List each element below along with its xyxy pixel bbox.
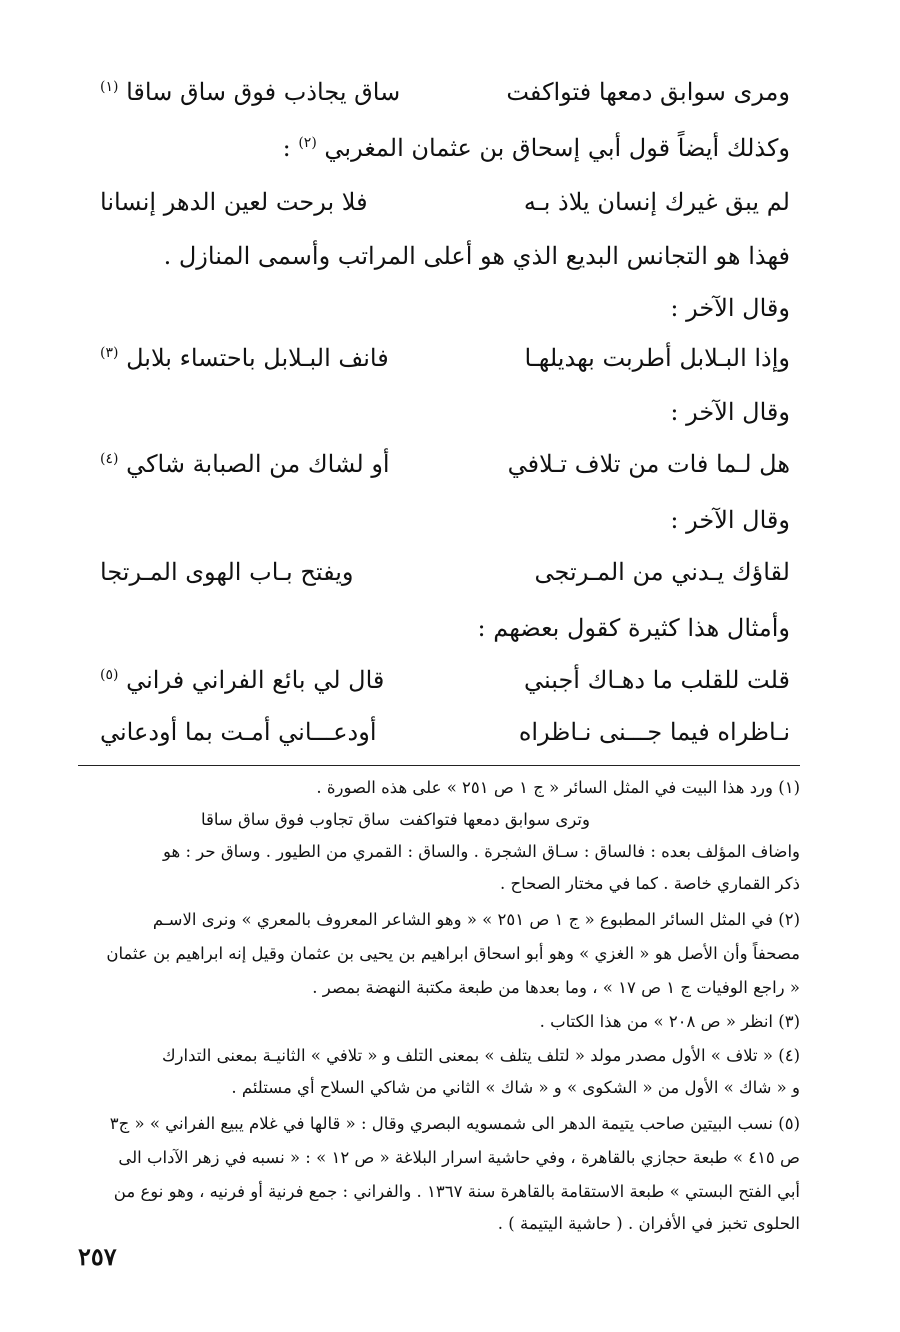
footnote-1-line-1: (١) ورد هذا البيت في المثل السائر « ج ١ ص ٢٥١ » على هذه الصورة . (316, 778, 800, 797)
verse-4-hemistich-1: هل لـما فات من تلاف تـلافي (507, 450, 790, 478)
verse-4-hemistich-2: أو لشاك من الصبابة شاكي $^{(٤)}$ (100, 450, 390, 478)
footnote-2-line-2: مصحفاً وأن الأصل هو « الغزي » وهو أبو اسحاق ابراهيم بن يحيى بن عثمان وقيل إنه ابراهيم بن عثمان (106, 944, 800, 963)
verse-7-hemistich-1: نـاظراه فيما جـــنى نـاظراه (518, 718, 790, 746)
footnote-ref-1: (١) (100, 79, 119, 95)
verse-1 (100, 78, 790, 120)
verse-3-hemistich-1: وإذا البـلابل أطربت بهديلهـا (524, 344, 790, 372)
footnote-separator (78, 765, 800, 766)
footnote-ref-2: (٢) (298, 135, 317, 151)
footnote-1-verse-hemistich-2: ساق تجاوب فوق ساق ساقا (200, 810, 390, 829)
verse-2 (100, 188, 790, 230)
verse-1-hemistich-2: ساق يجاذب فوق ساق ساقا $^{(١)}$ (100, 78, 401, 106)
footnote-4-line-2: و « شاك » الأول من « الشكوى » و « شاك » الثاني من شاكي السلاح أي مستلئم . (231, 1078, 800, 1097)
verse-5-hemistich-1: لقاؤك يـدني من المـرتجى (534, 558, 790, 586)
paragraph-4: وقال الآخر : (670, 398, 790, 426)
verse-7 (100, 718, 790, 760)
verse-5-hemistich-2: ويفتح بـاب الهوى المـرتجا (100, 558, 354, 586)
footnote-2-line-3: « راجع الوفيات ج ١ ص ١٧ » ، وما بعدها من طبعة مكتبة النهضة بمصر . (312, 978, 800, 997)
verse-3-hemistich-2: فانف البـلابل باحتساء بلابل $^{(٣)}$ (100, 344, 389, 372)
footnote-4-line-1: (٤) « تلاف » الأول مصدر مولد « لتلف يتلف » بمعنى التلف و « تلافي » الثانيـة بمعنى التدارك (161, 1046, 800, 1065)
footnote-1-line-2: واضاف المؤلف بعده : فالساق : سـاق الشجرة . والساق : القمري من الطيور . وساق حر : هو (163, 842, 800, 861)
footnote-ref-3: (٣) (100, 345, 119, 361)
footnote-5-line-2: ص ٤١٥ » طبعة حجازي بالقاهرة ، وفي حاشية اسرار البلاغة « ص ١٢ » : « نسبه في زهر الآداب الى (118, 1148, 800, 1167)
footnote-1-verse-hemistich-1: وترى سوابق دمعها فتواكفت (399, 810, 590, 829)
verse-4 (100, 450, 790, 492)
footnote-5-line-3: أبي الفتح البستي » طبعة الاستقامة بالقاهرة سنة ١٣٦٧ . والفراني : جمع فرنية أو فرنيه ، وهو نوع من (113, 1182, 800, 1201)
page-number: ٢٥٧ (78, 1242, 117, 1271)
verse-6-hemistich-2: قال لي بائع الفراني فراني $^{(٥)}$ (100, 666, 385, 694)
footnote-3-line-1: (٣) انظر « ص ٢٠٨ » من هذا الكتاب . (539, 1012, 800, 1031)
paragraph-6: وأمثال هذا كثيرة كقول بعضهم : (477, 614, 790, 642)
paragraph-1: وكذلك أيضاً قول أبي إسحاق بن عثمان المغربي $^{(٢)}$ : (282, 134, 790, 162)
verse-6 (100, 666, 790, 708)
paragraph-2: فهذا هو التجانس البديع الذي هو أعلى المراتب وأسمى المنازل . (163, 242, 790, 270)
verse-1-hemistich-1: ومرى سوابق دمعها فتواكفت (506, 78, 790, 106)
verse-7-hemistich-2: أودعـــاني أمـت بما أودعاني (100, 718, 377, 746)
footnote-2-line-1: (٢) في المثل السائر المطبوع « ج ١ ص ٢٥١ » « وهو الشاعر المعروف بالمعري » ونرى الاسـم (152, 910, 800, 929)
paragraph-3: وقال الآخر : (670, 294, 790, 322)
footnote-ref-4: (٤) (100, 451, 119, 467)
paragraph-5: وقال الآخر : (670, 506, 790, 534)
verse-2-hemistich-1: لم يبق غيرك إنسان يلاذ بـه (523, 188, 790, 216)
footnote-5-line-4: الحلوى تخبز في الأفران . ( حاشية اليتيمة ) . (497, 1214, 800, 1233)
verse-6-hemistich-1: قلت للقلب ما دهـاك أجبني (523, 666, 790, 694)
verse-2-hemistich-2: فلا برحت لعين الدهر إنسانا (100, 188, 368, 216)
verse-5 (100, 558, 790, 600)
footnote-ref-5: (٥) (100, 667, 119, 683)
footnote-5-line-1: (٥) نسب البيتين صاحب يتيمة الدهر الى شمسويه البصري وقال : « قالها في غلام يبيع الفراني » « ج٣ (109, 1114, 800, 1133)
footnote-1-line-3: ذكر القماري خاصة . كما في مختار الصحاح . (499, 874, 800, 893)
verse-3 (100, 344, 790, 386)
